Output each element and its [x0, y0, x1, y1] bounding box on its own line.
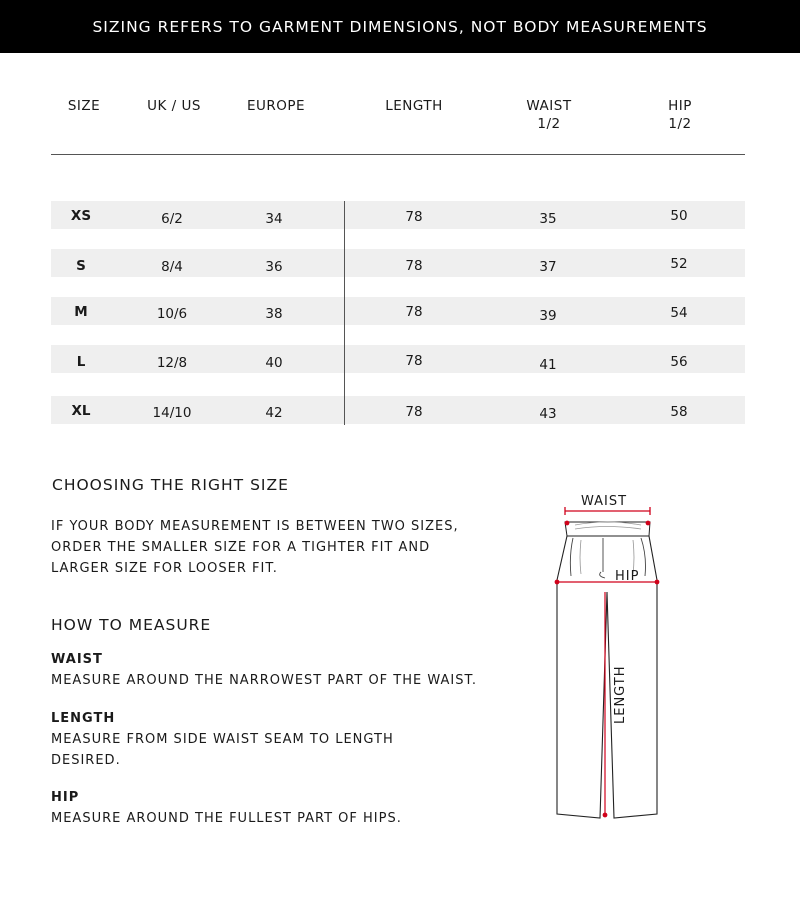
column-divider — [344, 201, 345, 425]
cell-waist: 35 — [539, 211, 557, 227]
header-length-label: LENGTH — [385, 98, 443, 114]
instruction-line: MEASURE AROUND THE NARROWEST PART OF THE WAIST. — [51, 673, 477, 688]
how-to-measure-title: HOW TO MEASURE — [51, 616, 212, 634]
cell-size: S — [76, 258, 86, 274]
cell-uk-us: 8/4 — [161, 259, 183, 275]
header-divider — [51, 154, 745, 155]
header-size-label: SIZE — [67, 98, 101, 114]
instruction-line: MEASURE AROUND THE FULLEST PART OF HIPS. — [51, 811, 402, 826]
header-hip — [655, 97, 705, 133]
cell-size: XL — [71, 403, 91, 419]
waist-label: WAIST — [581, 494, 628, 509]
cell-waist: 43 — [539, 406, 557, 422]
cell-size: L — [76, 354, 86, 370]
header-size — [60, 97, 108, 115]
cell-hip: 56 — [670, 354, 688, 370]
cell-europe: 38 — [265, 306, 283, 322]
length-heading: LENGTH — [51, 711, 116, 726]
header-europe — [240, 97, 312, 115]
waist-point-right — [646, 521, 651, 526]
choosing-line: ORDER THE SMALLER SIZE FOR A TIGHTER FIT AND — [51, 540, 431, 555]
cell-uk-us: 10/6 — [156, 306, 188, 322]
hip-label: HIP — [615, 569, 640, 584]
cell-hip: 54 — [670, 305, 688, 321]
cell-europe: 40 — [265, 355, 283, 371]
waist-heading: WAIST — [51, 652, 103, 667]
header-length — [378, 97, 450, 115]
header-hip-label: HIP — [668, 98, 692, 114]
hip-instructions — [51, 808, 402, 829]
choosing-line: LARGER SIZE FOR LOOSER FIT. — [51, 561, 278, 576]
cell-hip: 52 — [670, 256, 688, 272]
header-waist — [519, 97, 579, 133]
top-banner: SIZING REFERS TO GARMENT DIMENSIONS, NOT BODY MEASUREMENTS — [0, 0, 800, 53]
instruction-line: DESIRED. — [51, 753, 121, 768]
cell-europe: 42 — [265, 405, 283, 421]
cell-length: 78 — [405, 353, 423, 369]
hip-point-left — [555, 580, 560, 585]
waist-point-left — [565, 521, 570, 526]
cell-hip: 50 — [670, 208, 688, 224]
length-label: LENGTH — [613, 665, 628, 724]
length-point-bottom — [603, 813, 608, 818]
cell-waist: 37 — [539, 259, 557, 275]
cell-europe: 34 — [265, 211, 283, 227]
cell-length: 78 — [405, 209, 423, 225]
header-hip-sub: 1/2 — [668, 116, 692, 132]
cell-waist: 39 — [539, 308, 557, 324]
hip-heading: HIP — [51, 790, 80, 805]
cell-length: 78 — [405, 404, 423, 420]
instruction-line: MEASURE FROM SIDE WAIST SEAM TO LENGTH — [51, 732, 394, 747]
choosing-title: CHOOSING THE RIGHT SIZE — [52, 476, 289, 494]
waist-instructions — [51, 670, 477, 691]
choosing-text — [51, 516, 459, 579]
header-uk-us-label: UK / US — [147, 98, 201, 114]
cell-europe: 36 — [265, 259, 283, 275]
cell-uk-us: 12/8 — [156, 355, 188, 371]
cell-length: 78 — [405, 258, 423, 274]
cell-size: XS — [70, 208, 92, 224]
choosing-line: IF YOUR BODY MEASUREMENT IS BETWEEN TWO SIZES, — [51, 519, 459, 534]
header-europe-label: EUROPE — [246, 98, 306, 114]
cell-hip: 58 — [670, 404, 688, 420]
trousers-measurement-diagram — [545, 488, 665, 828]
header-waist-sub: 1/2 — [537, 116, 561, 132]
trousers-outline — [557, 536, 657, 818]
cell-uk-us: 14/10 — [152, 405, 192, 421]
length-instructions — [51, 729, 394, 771]
header-waist-label: WAIST — [526, 98, 572, 114]
cell-size: M — [74, 304, 88, 320]
hip-point-right — [655, 580, 660, 585]
cell-waist: 41 — [539, 357, 557, 373]
cell-uk-us: 6/2 — [161, 211, 183, 227]
header-uk-us — [140, 97, 208, 115]
cell-length: 78 — [405, 304, 423, 320]
